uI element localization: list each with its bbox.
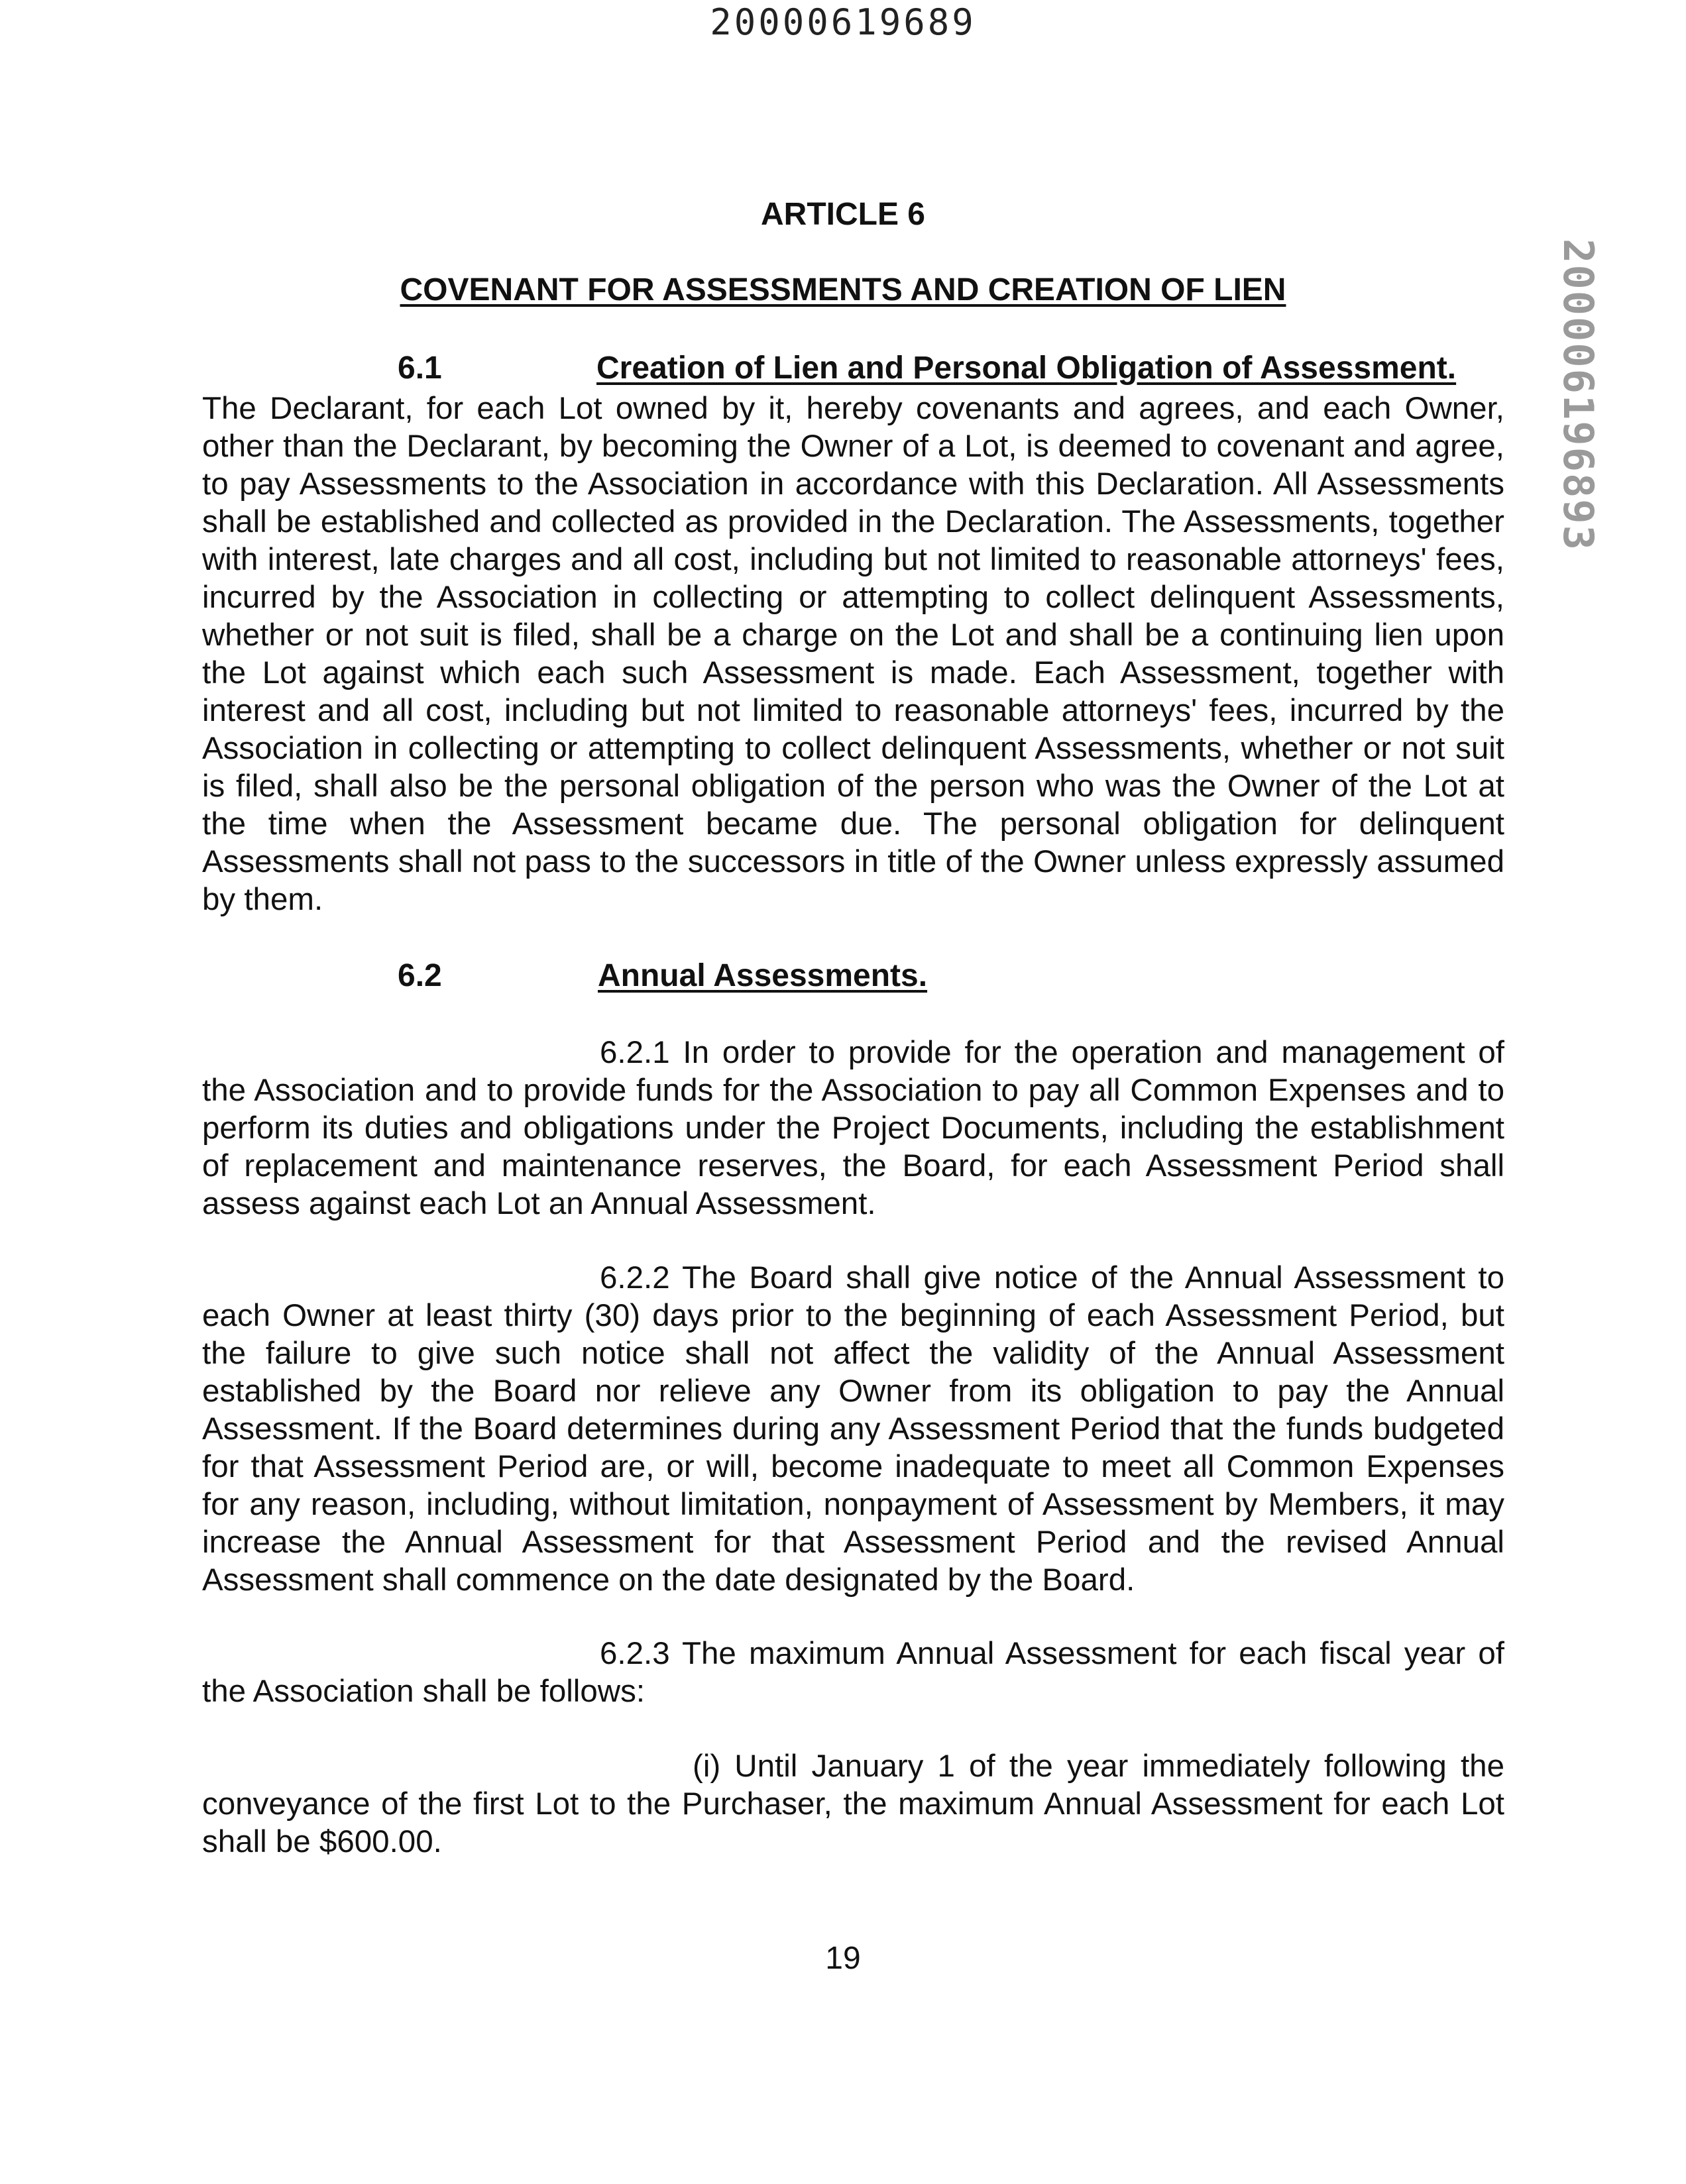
paragraph-6-2-1: 6.2.1 In order to provide for the operation and management of the Association and to provide funds for the Association to pay all Common Expenses and to perform its duties and obligations under the Project Documents, including the establishment of replacement and maintenance reserves, the Board, for each Assessment Period shall assess against each Lot an Annual Assessment. [202,1035,1504,1221]
paragraph-6-2-3-i: (i) Until January 1 of the year immediately following the conveyance of the first Lot to the Purchaser, the maximum Annual Assessment for each Lot shall be $600.00. [202,1749,1504,1859]
section-6-1-title: Creation of Lien and Personal Obligation of Assessment. [596,351,1457,386]
page-number: 19 [825,1941,861,1976]
section-6-1-number: 6.1 [398,351,442,386]
document-recording-number: 20000619689 [710,1,976,43]
section-6-1-body: The Declarant, for each Lot owned by it, hereby covenants and agrees, and each Owner, other than the Declarant, by becoming the Owner of a Lot, is deemed to covenant and agree, to pay Assessments to the Association in accordance with this Declaration. All Assessments shall be established and collected as provided in the Declaration. The Assessments, together with interest, late charges and all cost, including but not limited to reasonable attorneys' fees, incurred by the Association in collecting or attempting to collect delinquent Assessments, whether or not suit is filed, shall be a charge on the Lot and shall be a continuing lien upon the Lot against which each such Assessment is made. Each Assessment, together with interest and all cost, including but not limited to reasonable attorneys' fees, incurred by the Association in collecting or attempting to collect delinquent Assessments, whether or not suit is filed, shall also be the personal obligation of the person who was the Owner of the Lot at the time when the Assessment became due. The personal obligation for delinquent Assessments shall not pass to the successors in title of the Owner unless expressly assumed by them. [202,391,1504,917]
paragraph-6-2-2: 6.2.2 The Board shall give notice of the Annual Assessment to each Owner at least thirty (30) days prior to the beginning of each Assessment Period, but the failure to give such notice shall not affect the validity of the Annual Assessment established by the Board nor relieve any Owner from its obligation to pay the Annual Assessment. If the Board determines during any Assessment Period that the funds budgeted for that Assessment Period are, or will, become inadequate to meet all Common Expenses for any reason, including, without limitation, nonpayment of Assessment by Members, it may increase the Annual Assessment for that Assessment Period and the revised Annual Assessment shall commence on the date designated by the Board. [202,1260,1504,1598]
article-subtitle: COVENANT FOR ASSESSMENTS AND CREATION OF LIEN [400,272,1286,307]
side-recording-stamp: 200006196893 [1554,239,1602,551]
paragraph-6-2-3: 6.2.3 The maximum Annual Assessment for each fiscal year of the Association shall be follows: [202,1636,1504,1709]
article-title: ARTICLE 6 [760,197,925,232]
section-6-2-title: Annual Assessments. [598,958,928,993]
section-6-2-number: 6.2 [398,958,442,993]
